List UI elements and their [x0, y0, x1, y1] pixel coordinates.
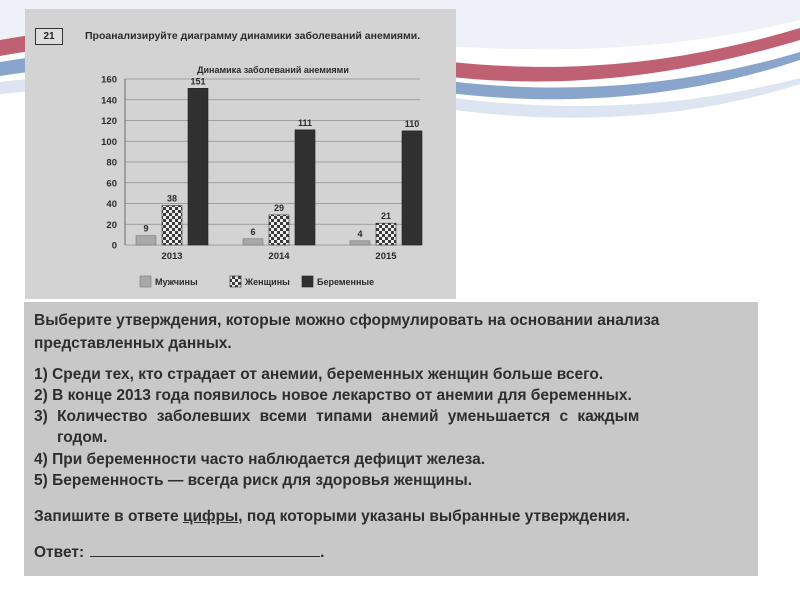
- y-tick-label: 100: [101, 136, 117, 148]
- legend-swatch: [302, 276, 313, 287]
- legend-swatch: [140, 276, 151, 287]
- bar-женщины-2014: [269, 215, 289, 245]
- answer-field[interactable]: [90, 542, 320, 557]
- y-tick-label: 60: [106, 178, 117, 190]
- data-label: 29: [273, 202, 285, 213]
- instruction: [34, 508, 630, 526]
- data-label: 38: [166, 193, 178, 204]
- data-label: 111: [297, 117, 313, 128]
- chart-title: Динамика заболеваний анемиями: [197, 65, 349, 75]
- bar-беременные-2014: [295, 130, 315, 245]
- bar-беременные-2015: [402, 131, 422, 245]
- statement-2: 2) В конце 2013 года появилось новое лекарство от анемии для беременных.: [34, 387, 632, 404]
- x-tick-label: 2015: [375, 251, 397, 262]
- statements-photo: [24, 302, 758, 576]
- bar-мужчины-2014: [243, 239, 263, 245]
- data-label: 4: [357, 228, 363, 239]
- y-tick-label: 140: [101, 95, 117, 107]
- answer-label: Ответ:: [34, 544, 85, 561]
- answer-end: .: [320, 544, 325, 561]
- bar-беременные-2013: [188, 88, 208, 245]
- y-tick-label: 80: [106, 157, 117, 169]
- y-tick-label: 0: [111, 240, 117, 252]
- legend-label: Мужчины: [155, 277, 198, 287]
- bar-мужчины-2013: [136, 236, 156, 245]
- statement-3-cont: годом.: [57, 429, 108, 446]
- task-question: Проанализируйте диаграмму динамики заболеваний анемиями.: [85, 30, 421, 42]
- data-label: 110: [404, 118, 420, 129]
- intro-line-2: представленных данных.: [34, 335, 232, 352]
- task-number: 21: [35, 28, 63, 45]
- statement-1: 1) Среди тех, кто страдает от анемии, беременных женщин больше всего.: [34, 366, 604, 383]
- legend-label: Женщины: [245, 277, 290, 287]
- legend-swatch: [230, 276, 241, 287]
- bar-женщины-2013: [162, 206, 182, 245]
- bar-женщины-2015: [376, 223, 396, 245]
- y-tick-label: 40: [106, 199, 117, 210]
- intro-line-1: Выберите утверждения, которые можно сформулировать на основании анализа: [34, 312, 660, 329]
- y-tick-label: 160: [101, 74, 117, 86]
- statement-5: 5) Беременность — всегда риск для здоровья женщины.: [34, 472, 473, 489]
- data-label: 6: [250, 226, 256, 237]
- x-tick-label: 2014: [268, 251, 290, 262]
- chart-photo: [25, 9, 456, 299]
- bar-мужчины-2015: [350, 241, 370, 245]
- instruction-post: , под которыми указаны выбранные утверждения.: [238, 508, 630, 525]
- instruction-bold: цифры: [182, 508, 239, 525]
- data-label: 21: [380, 211, 392, 222]
- bar-chart: [25, 9, 456, 299]
- y-tick-label: 120: [101, 116, 117, 127]
- data-label: 151: [190, 76, 206, 87]
- statement-4: 4) При беременности часто наблюдается дефицит железа.: [34, 451, 486, 468]
- legend-label: Беременные: [317, 277, 375, 287]
- y-tick-label: 20: [106, 219, 117, 231]
- x-tick-label: 2013: [161, 251, 183, 262]
- statement-3: 3) Количество заболевших всеми типами анемий уменьшается с каждым: [34, 408, 640, 425]
- answer-row: [34, 542, 324, 562]
- instruction-pre: Запишите в ответе: [34, 508, 183, 525]
- data-label: 9: [143, 223, 149, 234]
